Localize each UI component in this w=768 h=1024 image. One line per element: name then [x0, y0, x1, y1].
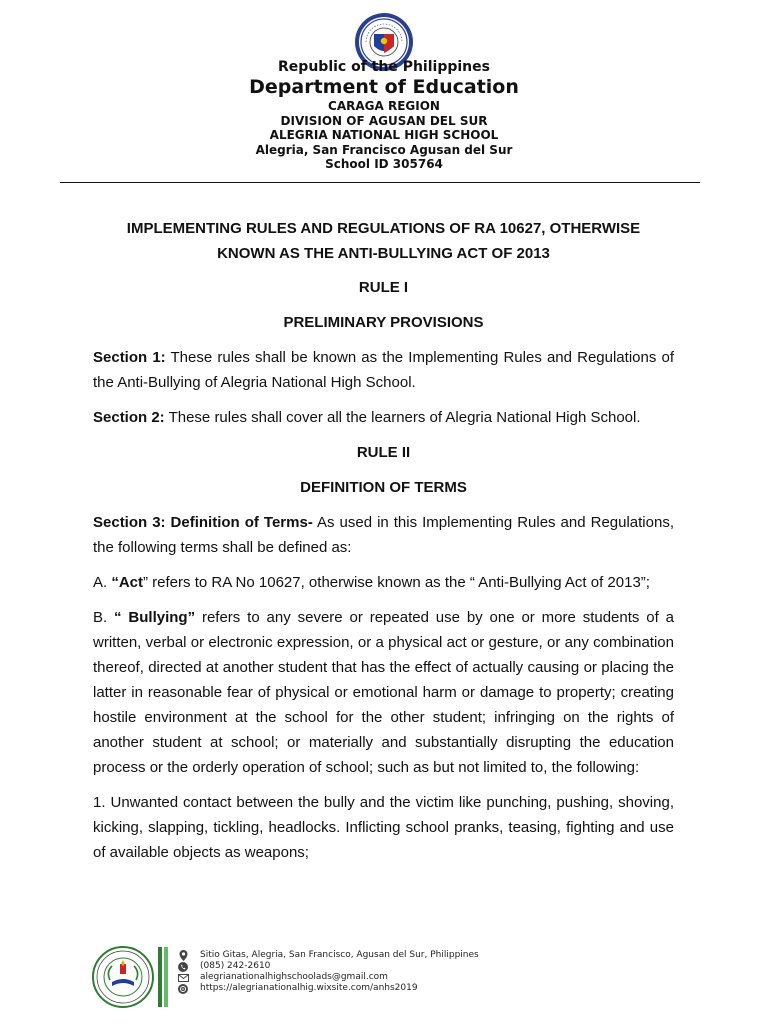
- region-label: CARAGA REGION: [328, 99, 440, 113]
- section-2: [93, 405, 674, 430]
- definition-b-text: refers to any severe or repeated use by one or more students of a written, verbal or electronic expression, or a physical act or gesture, or any combination thereof, directed at another student that has the effect of actually causing or placing the latter in reasonable fear of physical or emotional harm or damage to property; creating hostile environment at the school for the other student; infringing on the rights of another student at school; or materially and substantially disrupting the education process or the orderly operation of school; such as but not limited to, the following:: [93, 609, 674, 776]
- division-label: DIVISION OF AGUSAN DEL SUR: [280, 113, 488, 128]
- definition-a-prefix: A.: [93, 574, 112, 591]
- footer-icons: [176, 950, 190, 994]
- rule-1-label: RULE I: [358, 279, 409, 296]
- section-3-text: As used in this Implementing Rules and Regulations, the following terms shall be defined as:: [93, 514, 674, 556]
- republic-label: Republic of the Philippines: [278, 59, 490, 75]
- rule-2-label: RULE II: [356, 444, 411, 461]
- section-2-label: Section 2:: [93, 409, 165, 426]
- definition-a: [93, 570, 674, 595]
- footer-contact: [200, 950, 479, 994]
- email-icon: [176, 972, 190, 983]
- definition-b-prefix: B.: [93, 609, 115, 626]
- document-title: [93, 216, 674, 266]
- rule-1-heading: PRELIMINARY PROVISIONS: [283, 314, 484, 331]
- address-label: Alegria, San Francisco Agusan del Sur: [255, 142, 513, 157]
- title-line-2: KNOWN AS THE ANTI-BULLYING ACT OF 2013: [217, 245, 550, 262]
- title-line-1: IMPLEMENTING RULES AND REGULATIONS OF RA 10627, OTHERWISE: [126, 220, 641, 237]
- footer-website[interactable]: https://alegrianationalhig.wixsite.com/anhs2019: [200, 983, 418, 993]
- definition-a-text: ” refers to RA No 10627, otherwise known as the “ Anti-Bullying Act of 2013”;: [143, 574, 650, 591]
- department-label: Department of Education: [249, 76, 519, 98]
- footer-phone: (085) 242-2610: [200, 961, 271, 971]
- definition-a-term: “Act: [111, 574, 144, 591]
- location-pin-icon: [176, 950, 190, 961]
- school-id-label: School ID 305764: [325, 157, 443, 171]
- section-3-label: Section 3: Definition of Terms-: [93, 514, 313, 531]
- list-item-number: 1.: [93, 794, 106, 811]
- letterhead: [0, 58, 768, 172]
- footer-email[interactable]: alegrianationalhighschoolads@gmail.com: [200, 972, 388, 982]
- phone-icon: [176, 961, 190, 972]
- section-1-text: These rules shall be known as the Implementing Rules and Regulations of the Anti-Bullying of Alegria National High School.: [93, 349, 674, 391]
- school-logo-icon: [92, 946, 154, 1008]
- list-item-text: Unwanted contact between the bully and the victim like punching, pushing, shoving, kicking, slapping, tickling, headlocks. Inflicting school pranks, teasing, fighting and use of available objects as weapons;: [93, 794, 674, 861]
- document-body: [93, 216, 674, 875]
- rule-2-heading: DEFINITION OF TERMS: [300, 479, 467, 496]
- section-1: [93, 345, 674, 395]
- web-icon: [176, 983, 190, 994]
- section-1-label: Section 1:: [93, 349, 166, 366]
- definition-b-term: “ Bullying”: [114, 609, 196, 626]
- footer-address: Sitio Gitas, Alegria, San Francisco, Agusan del Sur, Philippines: [200, 950, 479, 960]
- header-divider: [60, 182, 700, 183]
- school-label: ALEGRIA NATIONAL HIGH SCHOOL: [269, 128, 499, 142]
- section-3: [93, 510, 674, 560]
- list-item: [93, 790, 674, 865]
- section-2-text: These rules shall cover all the learners of Alegria National High School.: [164, 409, 641, 426]
- definition-b: [93, 605, 674, 780]
- footer-accent-bar: [158, 947, 168, 1007]
